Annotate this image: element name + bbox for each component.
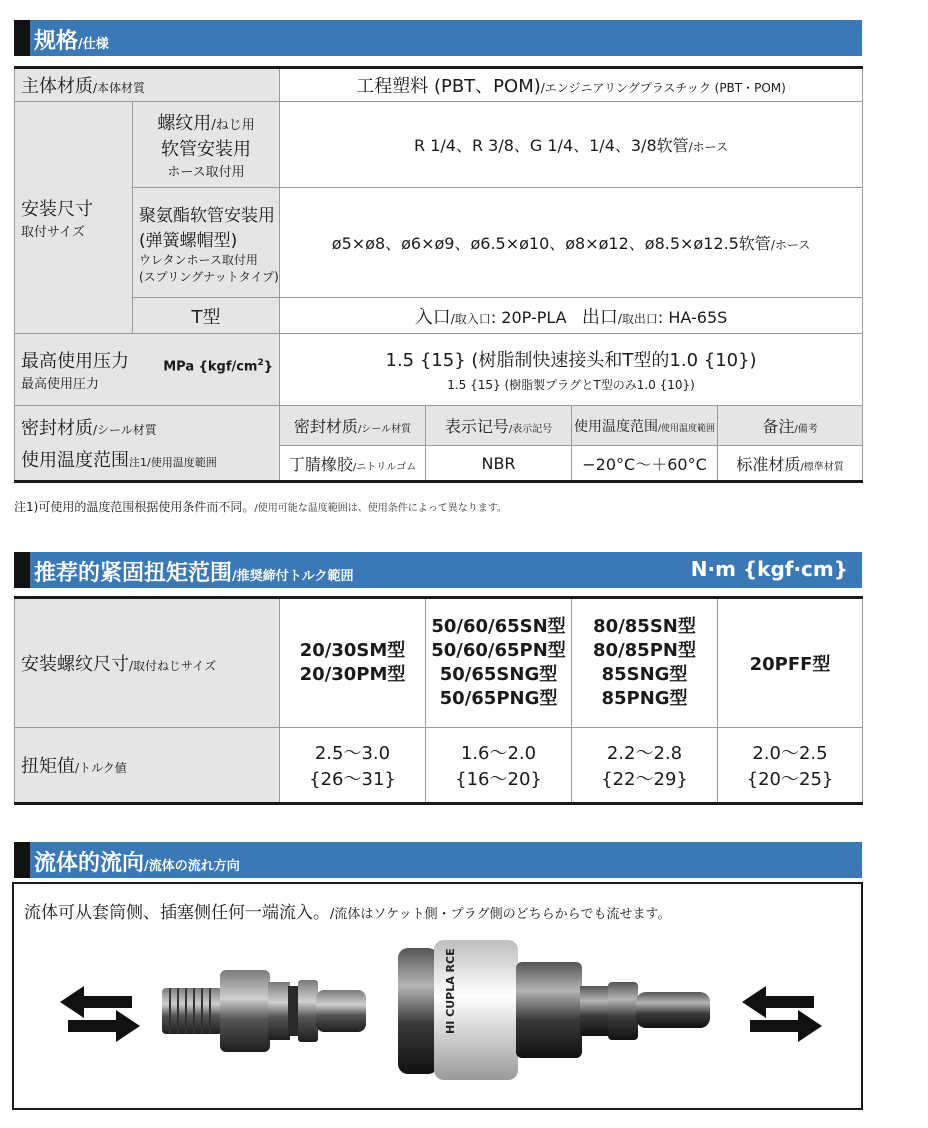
t-type-value: 入口/取入口: 20P-PLA 出口/取出口: HA-65S bbox=[280, 298, 863, 334]
seal-header-code: 表示记号/表示記号 bbox=[426, 406, 572, 446]
body-material-label: 主体材质/本体材質 bbox=[15, 68, 280, 102]
mount-size-label: 安装尺寸 取付サイズ bbox=[15, 102, 133, 334]
section-marker bbox=[14, 20, 30, 56]
thread-hose-label: 螺纹用/ねじ用 软管安装用 ホース取付用 bbox=[133, 102, 280, 188]
model-col-1: 20/30SM型 20/30PM型 bbox=[280, 598, 426, 728]
seal-remark-value: 标准材质/標準材質 bbox=[718, 446, 863, 482]
seal-material-value: 丁腈橡胶/ニトリルゴム bbox=[280, 446, 426, 482]
thread-size-label: 安装螺纹尺寸/取付ねじサイズ bbox=[15, 598, 280, 728]
torque-section-title: 推荐的紧固扭矩范围/推奨締付トルク範囲 bbox=[34, 561, 354, 586]
bidirectional-arrow-icon bbox=[742, 984, 822, 1044]
seal-header-material: 密封材质/シール材質 bbox=[280, 406, 426, 446]
seal-code-value: NBR bbox=[426, 446, 572, 482]
torque-value-3: 2.2〜2.8 {22〜29} bbox=[572, 728, 718, 804]
torque-value-1: 2.5〜3.0 {26〜31} bbox=[280, 728, 426, 804]
pressure-unit: MPa $\{kgf/cm^2\}$ bbox=[163, 358, 274, 375]
torque-value-2: 1.6〜2.0 {16〜20} bbox=[426, 728, 572, 804]
spec-table bbox=[14, 66, 863, 483]
flow-section-header bbox=[14, 842, 862, 878]
plug-illustration bbox=[154, 950, 374, 1070]
flow-box bbox=[12, 882, 863, 1110]
thread-hose-value: R 1/4、R 3/8、G 1/4、1/4、3/8软管/ホース bbox=[280, 102, 863, 188]
seal-temp-value: −20°C〜＋60°C bbox=[572, 446, 718, 482]
section-marker bbox=[14, 552, 30, 588]
model-col-2: 50/60/65SN型 50/60/65PN型 50/65SNG型 50/65PNG型 bbox=[426, 598, 572, 728]
torque-section-header bbox=[14, 552, 862, 588]
model-col-3: 80/85SN型 80/85PN型 85SNG型 85PNG型 bbox=[572, 598, 718, 728]
t-type-label: T型 bbox=[133, 298, 280, 334]
urethane-hose-label: 聚氨酯软管安装用 (弹簧螺帽型) ウレタンホース取付用 (スプリングナットタイプ) bbox=[133, 188, 280, 298]
torque-table bbox=[14, 596, 863, 805]
bidirectional-arrow-icon bbox=[60, 984, 140, 1044]
torque-value-label: 扭矩值/トルク値 bbox=[15, 728, 280, 804]
temperature-note: 注1)可使用的温度范围根据使用条件而不同。/使用可能な温度範囲は、使用条件によって異なります。 bbox=[14, 500, 507, 514]
pressure-value: 1.5 {15} (树脂制快速接头和T型的1.0 {10}) 1.5 {15} (樹脂製プラグとT型のみ1.0 {10}) bbox=[280, 334, 863, 406]
spec-section-header bbox=[14, 20, 862, 56]
body-material-value: 工程塑料 (PBT、POM)/エンジニアリングプラスチック (PBT・POM) bbox=[280, 68, 863, 102]
flow-section-title: 流体的流向/流体の流れ方向 bbox=[34, 851, 240, 876]
seal-header-remark: 备注/備考 bbox=[718, 406, 863, 446]
urethane-hose-value: ø5×ø8、ø6×ø9、ø6.5×ø10、ø8×ø12、ø8.5×ø12.5软管/ホース bbox=[280, 188, 863, 298]
torque-value-4: 2.0〜2.5 {20〜25} bbox=[718, 728, 863, 804]
socket-illustration bbox=[394, 934, 734, 1084]
section-marker bbox=[14, 842, 30, 878]
socket-brand-text: HI CUPLA RCE bbox=[444, 948, 457, 1034]
seal-header-temp: 使用温度范围/使用温度範囲 bbox=[572, 406, 718, 446]
model-col-4: 20PFF型 bbox=[718, 598, 863, 728]
torque-unit: N·m {kgf·cm} bbox=[690, 557, 848, 581]
flow-description: 流体可从套筒侧、插塞侧任何一端流入。/流体はソケット側・プラグ側のどちらからでも流せます。 bbox=[24, 903, 671, 923]
pressure-label: 最高使用压力 最高使用圧力 MPa $\{kgf/cm^2\}$ bbox=[15, 334, 280, 406]
spec-section-title: 规格/仕様 bbox=[34, 29, 109, 54]
seal-label: 密封材质/シール材質 使用温度范围注1/使用温度範囲 bbox=[15, 406, 280, 482]
